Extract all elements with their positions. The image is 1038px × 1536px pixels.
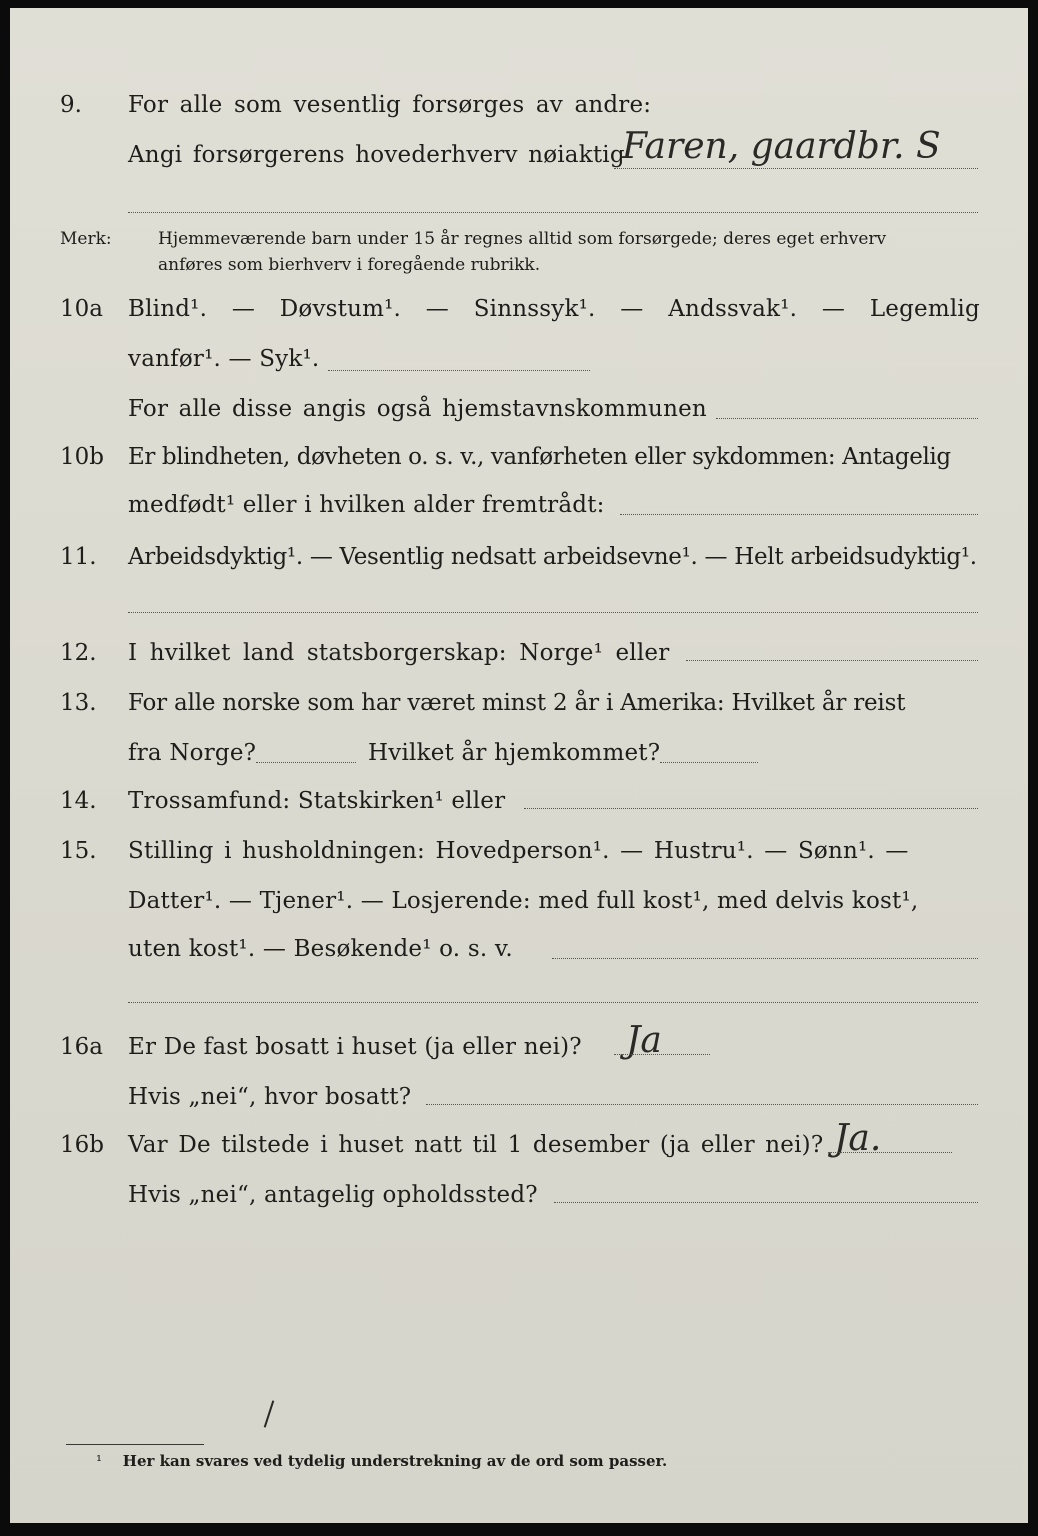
merk-label: Merk:: [60, 229, 112, 249]
footnote-text: Her kan svares ved tydelig understrekning av de ord som passer.: [122, 1452, 668, 1470]
q16b-line1: Var De tilstede i huset natt til 1 desember (ja eller nei)?: [128, 1132, 824, 1158]
q9-number: 9.: [60, 92, 82, 118]
q14-answer-line: [524, 808, 978, 809]
q13-line2a: fra Norge?: [128, 740, 257, 766]
q10a-item-andssvak: Andssvak¹.: [668, 296, 798, 322]
q16a-answer-line: [614, 1054, 710, 1055]
q10a-dash: —: [231, 296, 256, 322]
q10a-dash: —: [821, 296, 846, 322]
q15-line1: Stilling i husholdningen: Hovedperson¹. — Hustru¹. — Sønn¹. —: [128, 838, 909, 864]
q15-line3: uten kost¹. — Besøkende¹ o. s. v.: [128, 936, 513, 962]
q10a-item-sinnssyk: Sinnssyk¹.: [473, 296, 596, 322]
q16b-answer-line: [828, 1152, 952, 1153]
q16b-line2: Hvis „nei“, antagelig opholdssted?: [128, 1182, 538, 1208]
q10a-line1: [128, 292, 980, 326]
q9-line2: Angi forsørgerens hovederhverv nøiaktig: [128, 142, 625, 168]
q16a-number: 16a: [60, 1034, 103, 1060]
q10a-line3: For alle disse angis også hjemstavnskommunen: [128, 396, 707, 422]
q16a-line1: Er De fast bosatt i huset (ja eller nei)?: [128, 1034, 582, 1060]
q10a-hjemstavn-line: [716, 418, 978, 419]
q16b-answer-handwritten: Ja.: [834, 1118, 882, 1159]
q10b-line1: Er blindheten, døvheten o. s. v., vanførheten eller sykdommen: Antagelig: [128, 444, 951, 470]
q11-number: 11.: [60, 544, 97, 570]
q12-answer-line: [686, 660, 978, 661]
q11-extra-line: [128, 612, 978, 613]
q16a-line2: Hvis „nei“, hvor bosatt?: [128, 1084, 412, 1110]
q13-reist-line: [256, 762, 356, 763]
q10b-number: 10b: [60, 444, 104, 470]
q16a-bosatt-line: [426, 1104, 978, 1105]
q15-line2: Datter¹. — Tjener¹. — Losjerende: med full kost¹, med delvis kost¹,: [128, 888, 919, 914]
q13-number: 13.: [60, 690, 97, 716]
q11-line1: Arbeidsdyktig¹. — Vesentlig nedsatt arbeidsevne¹. — Helt arbeidsudyktig¹.: [128, 544, 977, 570]
q9-answer-line: [614, 168, 978, 169]
q10a-item-blind: Blind¹.: [128, 296, 208, 322]
q16a-answer-handwritten: Ja: [626, 1020, 662, 1061]
q10a-syk-line: [328, 370, 590, 371]
q16b-number: 16b: [60, 1132, 104, 1158]
q10a-item-legemlig: Legemlig: [869, 296, 980, 322]
q15-number: 15.: [60, 838, 97, 864]
q9-line1: For alle som vesentlig forsørges av andre:: [128, 92, 652, 118]
q12-line1: I hvilket land statsborgerskap: Norge¹ eller: [128, 640, 670, 666]
q14-line1: Trossamfund: Statskirken¹ eller: [128, 788, 506, 814]
q15-extra-line: [128, 1002, 978, 1003]
q9-answer-handwritten: Faren, gaardbr. S: [622, 126, 941, 167]
q10b-line2: medfødt¹ eller i hvilken alder fremtrådt:: [128, 492, 605, 518]
footnote-rule: [66, 1444, 204, 1445]
q15-answer-line: [552, 958, 978, 959]
merk-line1: Hjemmeværende barn under 15 år regnes alltid som forsørgede; deres eget erhverv: [158, 229, 887, 249]
q13-line2b: Hvilket år hjemkommet?: [368, 740, 661, 766]
q10a-line2: vanfør¹. — Syk¹.: [128, 346, 320, 372]
q13-line1: For alle norske som har været minst 2 år i Amerika: Hvilket år reist: [128, 690, 906, 716]
q16b-opholdssted-line: [554, 1202, 978, 1203]
footnote-mark: ¹: [96, 1452, 103, 1470]
q9-extra-line: [128, 212, 978, 213]
footnote: [96, 1452, 667, 1470]
q14-number: 14.: [60, 788, 97, 814]
q10b-answer-line: [620, 514, 978, 515]
q10a-dash: —: [425, 296, 449, 322]
q12-number: 12.: [60, 640, 97, 666]
q10a-dash: —: [620, 296, 644, 322]
q10a-number: 10a: [60, 296, 103, 322]
q13-hjemkommet-line: [660, 762, 758, 763]
merk-line2: anføres som bierhverv i foregående rubrikk.: [158, 255, 541, 275]
q10a-item-dovstum: Døvstum¹.: [279, 296, 402, 322]
